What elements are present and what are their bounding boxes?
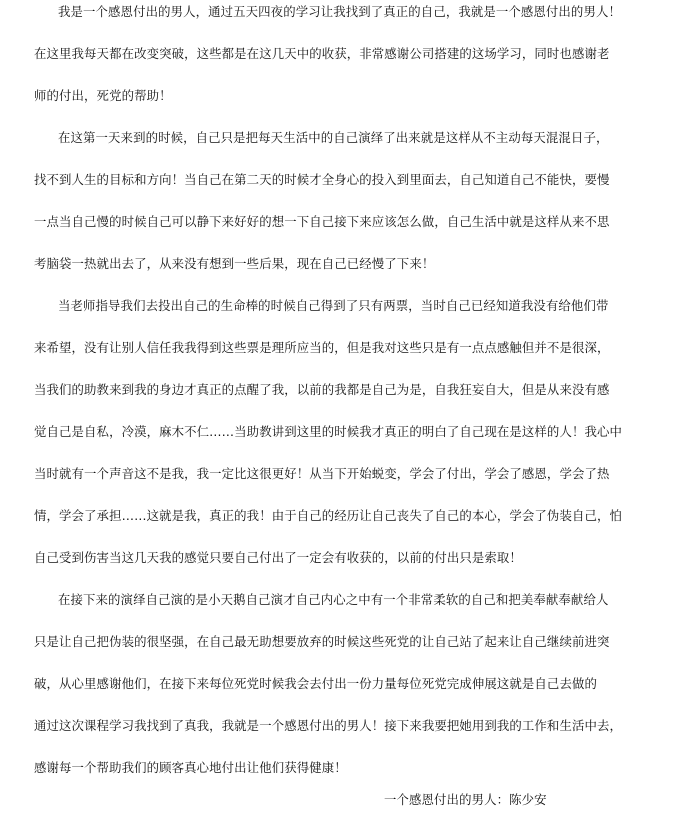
paragraph-4-line-2: 只是让自己把伪装的很坚强，在自己最无助想要放弃的时候这些死党的让自己站了起来让自己继续前进突 bbox=[34, 634, 610, 649]
paragraph-2-line-2: 找不到人生的目标和方向！当自己在第二天的时候才全身心的投入到里面去，自己知道自己不能快，要慢 bbox=[34, 172, 610, 187]
paragraph-4-line-4: 通过这次课程学习我找到了真我，我就是一个感恩付出的男人！接下来我要把她用到我的工作和生活中去， bbox=[34, 718, 622, 733]
paragraph-4-line-5: 感谢每一个帮助我们的顾客真心地付出让他们获得健康！ bbox=[34, 760, 347, 775]
paragraph-3-line-3: 当我们的助教来到我的身边才真正的点醒了我，以前的我都是自己为是，自我狂妄自大，但是从来没有感 bbox=[34, 382, 610, 397]
paragraph-4-line-1: 在接下来的演绎自己演的是小天鹅自己演才自己内心之中有一个非常柔软的自己和把美奉献奉献给人 bbox=[58, 592, 609, 607]
paragraph-3-line-1: 当老师指导我们去投出自己的生命棒的时候自己得到了只有两票，当时自己已经知道我没有给他们带 bbox=[58, 298, 609, 313]
paragraph-1-line-3: 师的付出，死党的帮助！ bbox=[34, 88, 172, 103]
paragraph-2-line-3: 一点当自己慢的时候自己可以静下来好好的想一下自己接下来应该怎么做，自己生活中就是这样从来不思 bbox=[34, 214, 610, 229]
paragraph-3-line-4: 觉自己是自私，冷漠，麻木不仁……当助教讲到这里的时候我才真正的明白了自己现在是这样的人！我心中 bbox=[34, 424, 622, 439]
paragraph-3-line-6: 情，学会了承担……这就是我，真正的我！由于自己的经历让自己丧失了自己的本心，学会了伪装自己，怕 bbox=[34, 508, 622, 523]
paragraph-3-line-5: 当时就有一个声音这不是我，我一定比这很更好！从当下开始蜕变，学会了付出，学会了感恩，学会了热 bbox=[34, 466, 610, 481]
paragraph-3-line-7: 自己受到伤害当这几天我的感觉只要自己付出了一定会有收获的，以前的付出只是索取！ bbox=[34, 550, 522, 565]
paragraph-1-line-2: 在这里我每天都在改变突破，这些都是在这几天中的收获，非常感谢公司搭建的这场学习，同时也感谢老 bbox=[34, 46, 610, 61]
author-signature: 一个感恩付出的男人：陈少安 bbox=[384, 792, 547, 807]
paragraph-3-line-2: 来希望，没有让别人信任我我得到这些票是理所应当的，但是我对这些只是有一点点感触但并不是很深， bbox=[34, 340, 610, 355]
paragraph-1-line-1: 我是一个感恩付出的男人，通过五天四夜的学习让我找到了真正的自己，我就是一个感恩付出的男人！ bbox=[58, 4, 621, 19]
paragraph-4-line-3: 破，从心里感谢他们，在接下来每位死党时候我会去付出一份力量每位死党完成伸展这就是自己去做的 bbox=[34, 676, 597, 691]
paragraph-2-line-1: 在这第一天来到的时候，自己只是把每天生活中的自己演绎了出来就是这样从不主动每天混混日子， bbox=[58, 130, 609, 145]
paragraph-2-line-4: 考脑袋一热就出去了，从来没有想到一些后果，现在自己已经慢了下来！ bbox=[34, 256, 435, 271]
